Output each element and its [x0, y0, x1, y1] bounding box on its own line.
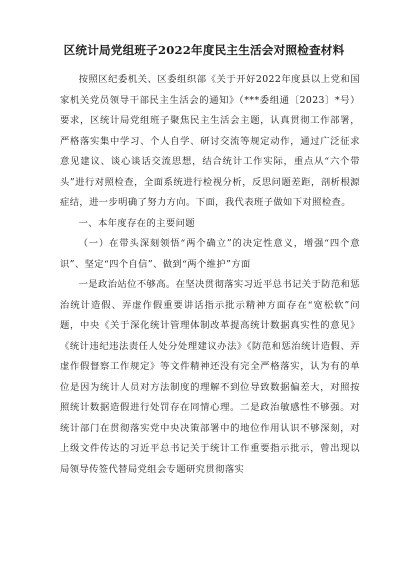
- section-heading-problems: 一、本年度存在的主要问题: [78, 217, 195, 229]
- intro-paragraph: 按照区纪委机关、区委组织部《关于开好2022年度县以上党和国家机关党员领导干部民主生活会的通知》（***委组通〔2023〕*号）要求，区统计局党组班子聚焦民主生活会主题，认真贯彻工作部署，严格落实集中学习、个人自学、研讨交流等规定动作，通过广泛征求意见建议、谈心谈话交流思想，结合统计工作实际，重点从“六个带头”进行对照检查，全面系统进行检视分析，反思问题差距，剖析根源症结，进一步明确了努力方向。下面，我代表班子做如下对照检查。: [60, 74, 360, 208]
- body-paragraph: 一是政治站位不够高。在坚决贯彻落实习近平总书记关于防范和惩治统计造假、弄虚作假重要讲话指示批示精神方面存在“宽松软”问题，中央《关于深化统计管理体制改革提高统计数据真实性的意见》《统计违纪违法责任人处分处理建议办法》《防范和惩治统计造假、弄虚作假督察工作规定》等文件精神还没有完全严格落实，认为有的单位是因为统计人员对方法制度的理解不到位导致数据偏差大，对照按照统计数据造假进行处罚存在同情心理。二是政治敏感性不够强。对统计部门在贯彻落实党中央决策部署中的地位作用认识不够深刻，对上级文件传达的习近平总书记关于统计工作重要指示批示，曾出现以局领导传签代替局党组会专题研究贯彻落实: [60, 279, 360, 475]
- subsection-heading-1: （一）在带头深刻领悟“两个确立”的决定性意义，增强“四个意识”、坚定“四个自信”、做到“两个维护”方面: [60, 238, 360, 270]
- document-title: 区统计局党组班子2022年度民主生活会对照检查材料: [63, 43, 345, 57]
- document-body: [60, 70, 360, 480]
